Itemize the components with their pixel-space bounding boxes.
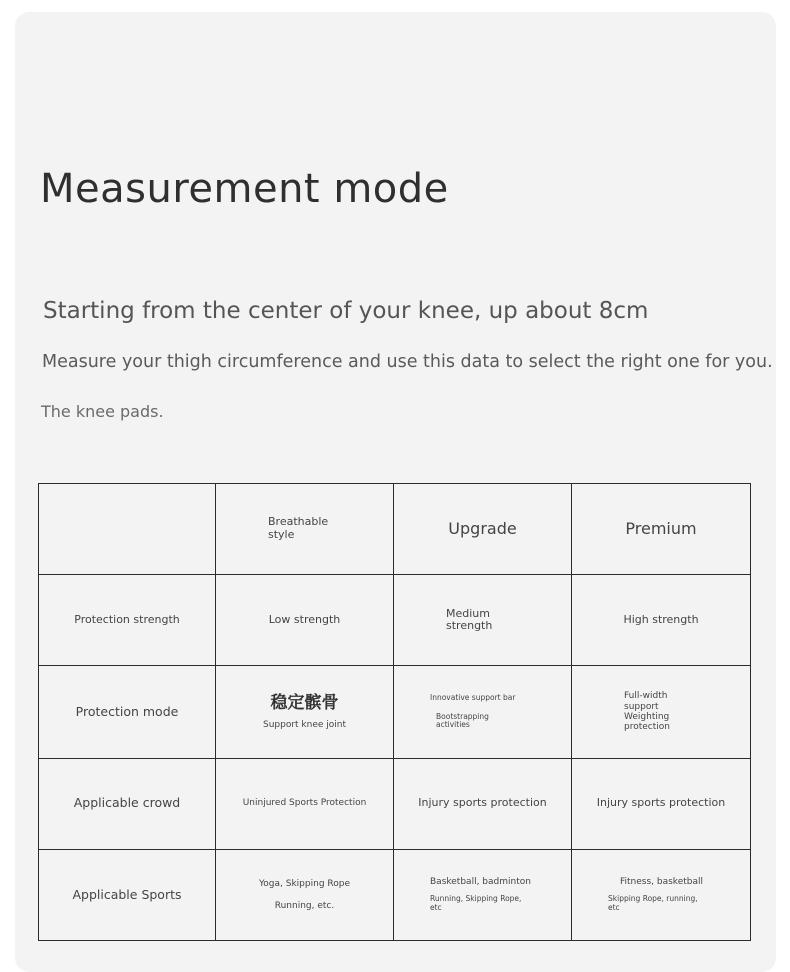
- table-row: [39, 666, 751, 758]
- cell-innovative-line3: activities: [436, 720, 470, 730]
- header-empty-cell: [39, 484, 216, 575]
- cell-injury-protection-upgrade: Injury sports protection: [394, 758, 572, 849]
- cell-support-knee-joint: Support knee joint: [262, 719, 347, 730]
- table-row: [39, 758, 751, 849]
- cell-injury-protection-premium: Injury sports protection: [572, 758, 751, 849]
- cell-sports-upgrade: [394, 849, 572, 940]
- cell-low-strength: Low strength: [216, 575, 394, 666]
- cell-high-strength: High strength: [572, 575, 751, 666]
- cell-sports-b-line2: Running, etc.: [274, 900, 335, 911]
- table-row: [39, 849, 751, 940]
- row-label-applicable-sports: Applicable Sports: [39, 849, 216, 940]
- cell-fullwidth-line1: Full-width: [624, 691, 668, 702]
- row-label-applicable-crowd: Applicable crowd: [39, 758, 216, 849]
- cell-medium-line1: Medium: [446, 606, 490, 620]
- cell-sports-u-line2: Running, Skipping Rope,: [430, 894, 522, 904]
- cell-fullwidth-line2: support: [624, 701, 659, 712]
- cell-innovative-line1: Innovative support bar: [430, 693, 516, 703]
- header-breathable-style: [216, 484, 394, 575]
- header-premium: Premium: [572, 484, 751, 575]
- page-title: Measurement mode: [40, 166, 449, 212]
- cell-sports-p-line3: etc: [608, 903, 620, 913]
- cell-fullwidth-line4: protection: [624, 722, 670, 733]
- cell-sports-u-line1: Basketball, badminton: [430, 877, 531, 888]
- cell-full-width-support: [572, 666, 751, 758]
- measurement-description-continued: The knee pads.: [41, 402, 164, 421]
- cell-cjk-stabilize-patella: 稳定髌骨: [270, 693, 339, 714]
- cell-sports-premium: [572, 849, 751, 940]
- cell-support-knee: [216, 666, 394, 758]
- table-row: [39, 575, 751, 666]
- cell-medium-line2: strength: [446, 619, 493, 633]
- cell-uninjured-protection: Uninjured Sports Protection: [216, 758, 394, 849]
- measurement-description: Measure your thigh circumference and use this data to select the right one for you.: [42, 352, 773, 372]
- table-header-row: [39, 484, 751, 575]
- cell-sports-b-line1: Yoga, Skipping Rope: [259, 878, 350, 889]
- header-breathable-line1: Breathable: [268, 515, 329, 529]
- cell-sports-p-line1: Fitness, basketball: [620, 877, 703, 888]
- cell-sports-u-line3: etc: [430, 903, 442, 913]
- cell-innovative-support: [394, 666, 572, 758]
- header-upgrade: Upgrade: [394, 484, 572, 575]
- cell-medium-strength: [394, 575, 572, 666]
- cell-sports-p-line2: Skipping Rope, running,: [608, 894, 698, 904]
- measurement-instruction: Starting from the center of your knee, up about 8cm: [43, 298, 649, 324]
- row-label-protection-strength: Protection strength: [39, 575, 216, 666]
- cell-sports-breathable: [216, 849, 394, 940]
- header-breathable-line2: style: [268, 528, 295, 542]
- comparison-table: [38, 483, 751, 941]
- cell-innovative-line2: Bootstrapping: [436, 711, 489, 721]
- cell-fullwidth-line3: Weighting: [624, 711, 670, 722]
- row-label-protection-mode: Protection mode: [39, 666, 216, 758]
